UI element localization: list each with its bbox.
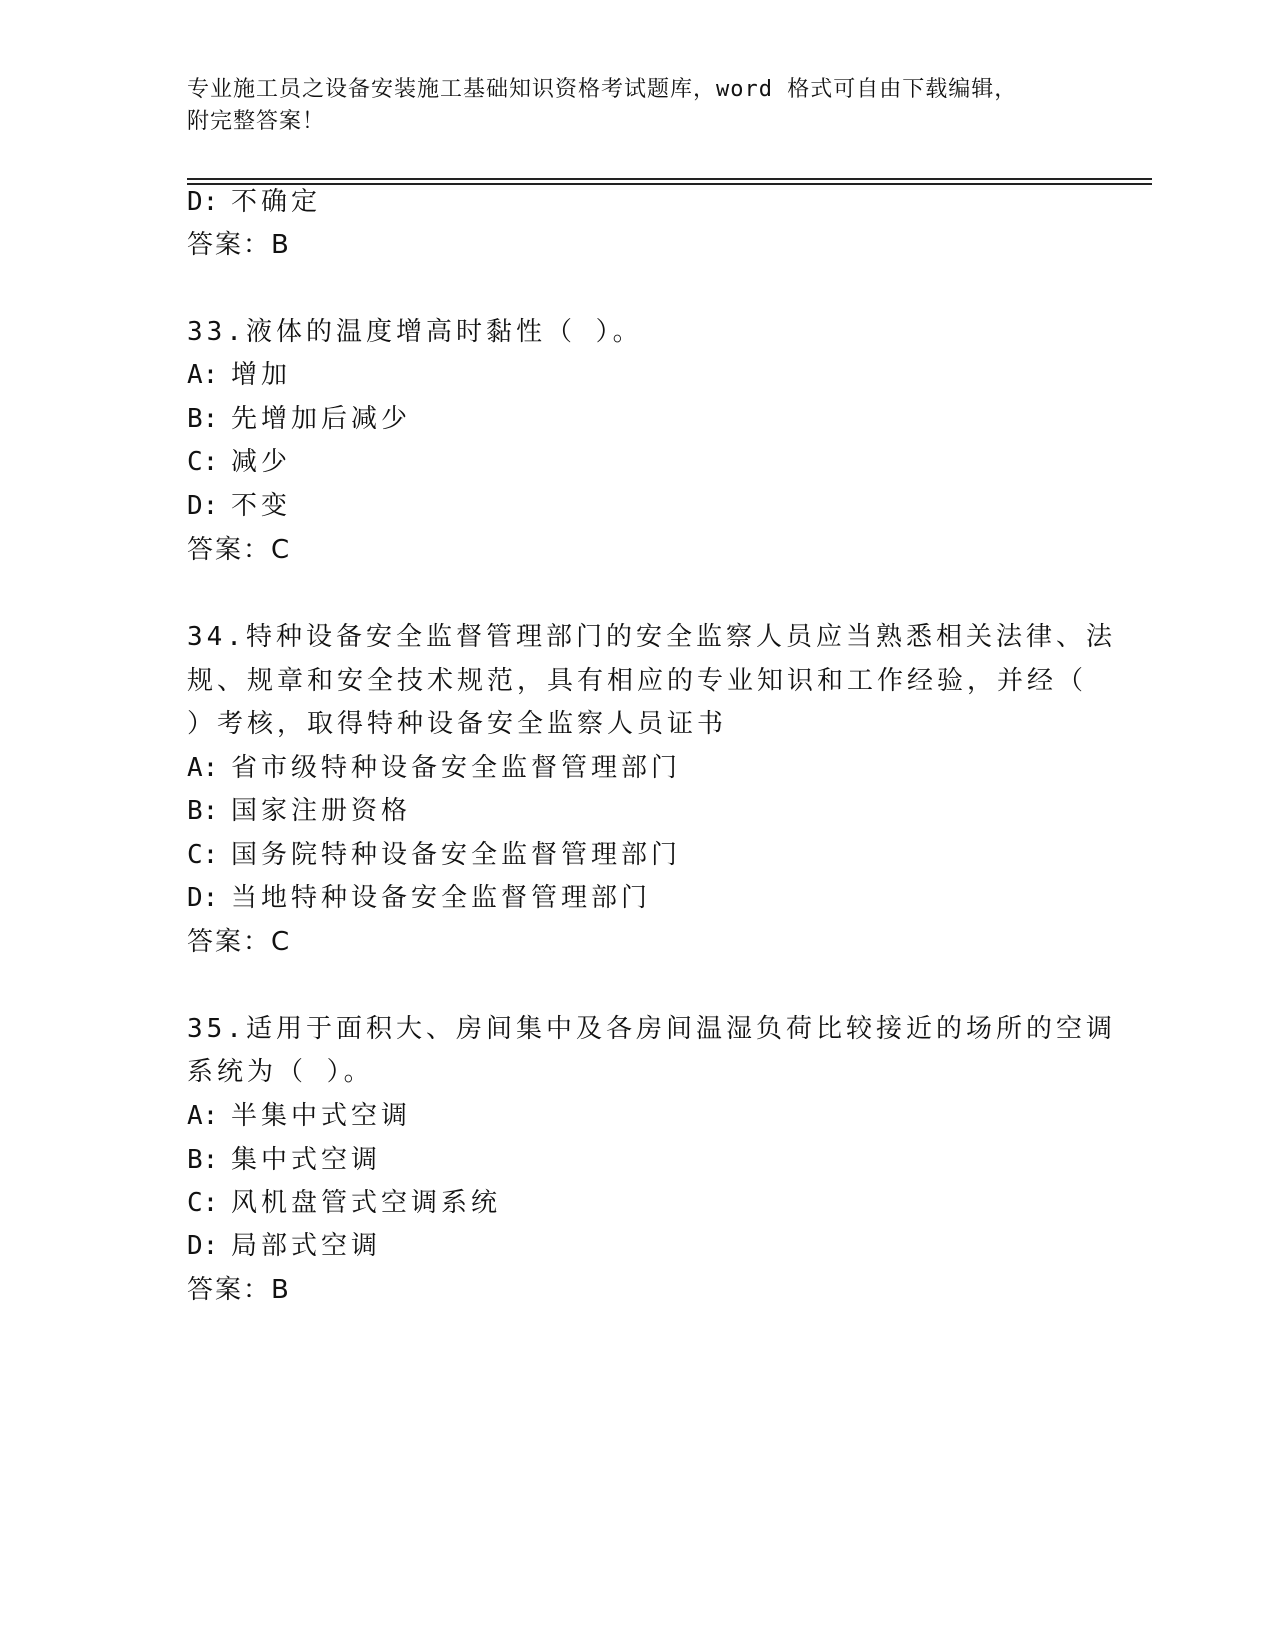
answer-line: 答案：C xyxy=(187,927,292,957)
option-letter: A: xyxy=(187,360,219,390)
option-letter: B: xyxy=(187,796,219,826)
question-stem: 34.特种设备安全监督管理部门的安全监察人员应当熟悉相关法律、法 xyxy=(187,622,1116,652)
option-b xyxy=(187,1138,1127,1183)
option-letter: D: xyxy=(187,491,219,521)
option-letter: C: xyxy=(187,1188,219,1218)
question-stem: 系统为（ ）。 xyxy=(187,1057,374,1087)
option-c xyxy=(187,833,1127,878)
answer-line: 答案：B xyxy=(187,230,291,260)
option-letter: D: xyxy=(187,187,219,217)
option-text: 不变 xyxy=(231,491,292,521)
option-text: 集中式空调 xyxy=(231,1145,382,1175)
option-d xyxy=(187,876,1127,921)
header-line-1: 专业施工员之设备安装施工基础知识资格考试题库，word 格式可自由下载编辑， xyxy=(187,77,1018,102)
option-c xyxy=(187,440,1127,485)
option-letter: A: xyxy=(187,1101,219,1131)
option-text: 国务院特种设备安全监督管理部门 xyxy=(231,840,682,870)
option-letter: C: xyxy=(187,840,219,870)
option-text: 国家注册资格 xyxy=(231,796,412,826)
option-letter: D: xyxy=(187,883,219,913)
option-d xyxy=(187,1224,1127,1269)
option-text: 先增加后减少 xyxy=(231,404,412,434)
option-text: 省市级特种设备安全监督管理部门 xyxy=(231,753,682,783)
answer-line: 答案：B xyxy=(187,1275,291,1305)
answer-line: 答案：C xyxy=(187,535,292,565)
option-a xyxy=(187,746,1127,791)
option-letter: A: xyxy=(187,753,219,783)
question-stem: 33.液体的温度增高时黏性（ ）。 xyxy=(187,317,643,347)
option-a xyxy=(187,1094,1127,1139)
option-text: 不确定 xyxy=(231,187,322,217)
option-text: 当地特种设备安全监督管理部门 xyxy=(231,883,652,913)
option-letter: C: xyxy=(187,447,219,477)
question-stem: 规、规章和安全技术规范，具有相应的专业知识和工作经验，并经（ xyxy=(187,666,1088,696)
option-d xyxy=(187,484,1127,529)
option-text: 增加 xyxy=(231,360,292,390)
option-a xyxy=(187,353,1127,398)
question-stem: ）考核，取得特种设备安全监察人员证书 xyxy=(187,709,728,739)
option-text: 减少 xyxy=(231,447,292,477)
option-letter: B: xyxy=(187,404,219,434)
document-header xyxy=(187,74,1107,138)
option-text: 风机盘管式空调系统 xyxy=(231,1188,502,1218)
option-letter: D: xyxy=(187,1231,219,1261)
option-d xyxy=(187,180,1127,225)
option-b xyxy=(187,397,1127,442)
option-text: 半集中式空调 xyxy=(231,1101,412,1131)
document-page xyxy=(187,0,1152,1650)
option-b xyxy=(187,789,1127,834)
header-line-2: 附完整答案！ xyxy=(187,109,326,134)
option-c xyxy=(187,1181,1127,1226)
option-letter: B: xyxy=(187,1145,219,1175)
question-stem: 35.适用于面积大、房间集中及各房间温湿负荷比较接近的场所的空调 xyxy=(187,1014,1116,1044)
option-text: 局部式空调 xyxy=(231,1231,382,1261)
